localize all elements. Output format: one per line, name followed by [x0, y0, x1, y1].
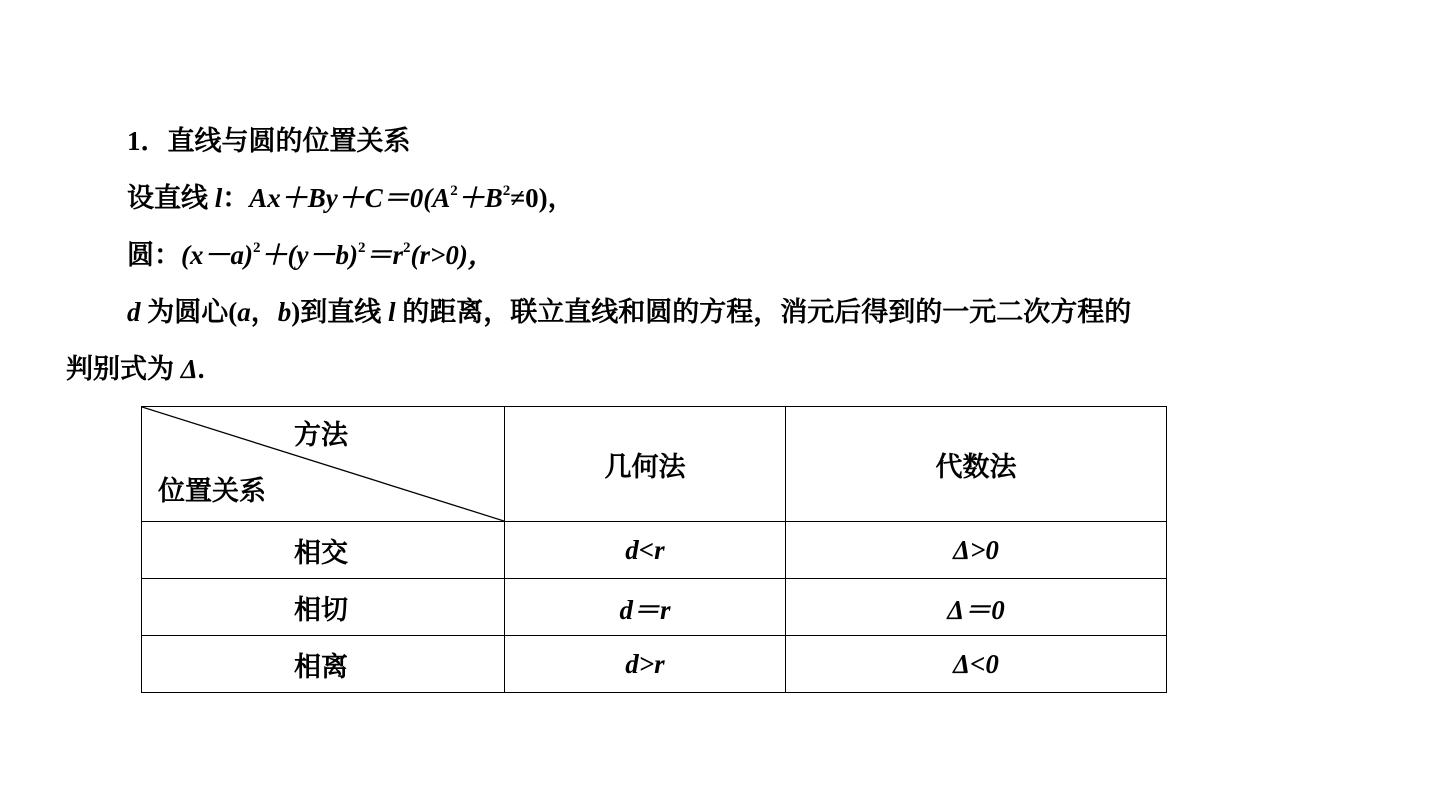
algebraic-cell: Δ<0: [786, 636, 1167, 693]
circle-def-p1: (x－a): [181, 240, 253, 270]
geometric-cell: d>r: [505, 636, 786, 693]
line-def-var: l: [214, 183, 223, 213]
circle-def-sup2: 2: [357, 240, 366, 256]
header-method-label: 方法: [294, 420, 348, 450]
relation-cell: 相切: [142, 579, 505, 636]
para-a: a: [237, 297, 251, 327]
para-t3: 的距离，联立直线和圆的方程，消元后得到的一元二次方程的: [395, 297, 1132, 327]
para-delta: Δ: [180, 354, 198, 384]
line-def-eq: Ax＋By＋C＝0(A: [249, 183, 451, 213]
relation-cell: 相离: [142, 636, 505, 693]
para-comma: ，: [250, 297, 278, 327]
algebraic-cell: Δ>0: [786, 522, 1167, 579]
table-header-row: [142, 407, 1167, 522]
table-row: [142, 636, 1167, 693]
line-definition: [127, 181, 575, 215]
circle-def-p3: ＝r: [365, 240, 403, 270]
table-row: [142, 522, 1167, 579]
paragraph-line-1: [127, 295, 1131, 329]
circle-def-sup3: 2: [402, 240, 411, 256]
circle-def-label: 圆：: [127, 240, 181, 270]
relation-cell: 相交: [142, 522, 505, 579]
table-row: [142, 579, 1167, 636]
para-end: .: [197, 354, 205, 384]
geometric-cell: d＝r: [505, 579, 786, 636]
para-t2: )到直线: [291, 297, 388, 327]
position-relation-table: [141, 406, 1167, 693]
line-def-colon: ：: [222, 183, 250, 213]
circle-def-sup1: 2: [252, 240, 261, 256]
header-geometric: 几何法: [505, 407, 786, 522]
para-t4: 判别式为: [66, 354, 181, 384]
circle-definition: [127, 238, 495, 272]
line-def-sup2: 2: [502, 183, 511, 199]
diagonal-header-cell: [142, 407, 505, 522]
para-t1: 为圆心(: [140, 297, 238, 327]
geometric-cell: d<r: [505, 522, 786, 579]
header-relation-label: 位置关系: [158, 476, 266, 506]
section-heading: [127, 124, 411, 158]
line-def-sup1: 2: [450, 183, 458, 199]
line-def-tail: ≠0)，: [510, 183, 575, 213]
circle-def-p2: ＋(y－b): [260, 240, 358, 270]
para-l: l: [388, 297, 396, 327]
line-def-mid: ＋B: [457, 183, 503, 213]
header-algebraic: 代数法: [786, 407, 1167, 522]
para-d: d: [127, 297, 141, 327]
para-b: b: [277, 297, 292, 327]
paragraph-line-2: [66, 352, 204, 386]
circle-def-p4: (r>0)，: [410, 240, 495, 270]
algebraic-cell: Δ＝0: [786, 579, 1167, 636]
line-def-label: 设直线: [127, 183, 215, 213]
heading-number: 1．: [127, 126, 168, 156]
heading-title: 直线与圆的位置关系: [167, 126, 411, 156]
